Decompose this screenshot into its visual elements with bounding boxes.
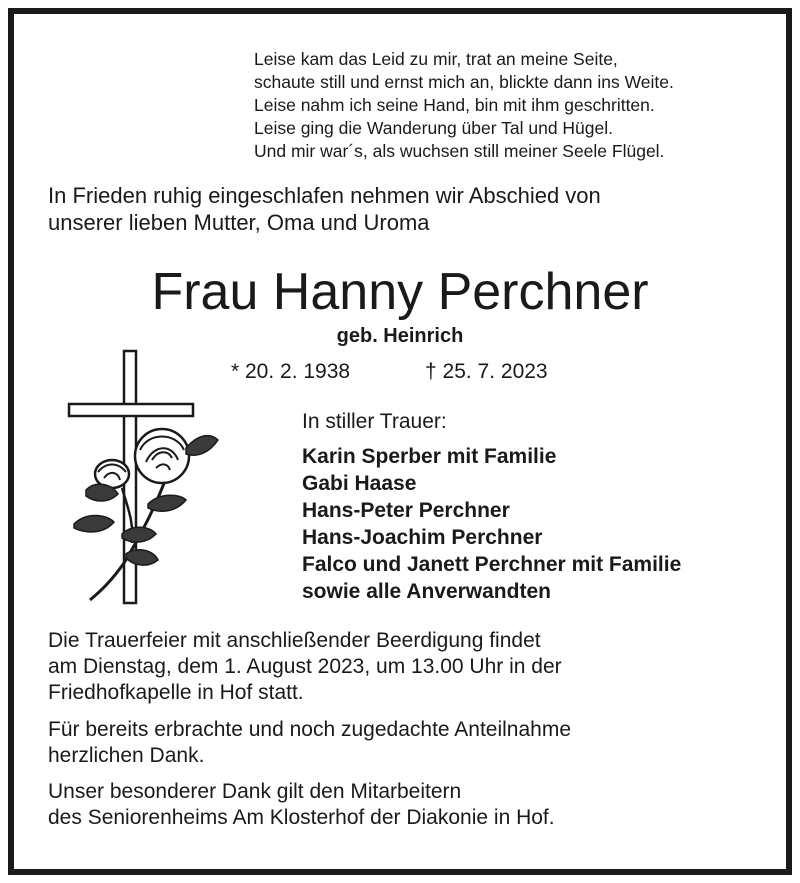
mourner: Falco und Janett Perchner mit Familie [302, 553, 682, 576]
thanks-line: Für bereits erbrachte und noch zugedachte Anteilnahme [48, 718, 572, 741]
funeral-line: Die Trauerfeier mit anschließender Beerdigung findet [48, 629, 541, 652]
thanks-line: herzlichen Dank. [48, 744, 205, 767]
poem-line: Leise nahm ich seine Hand, bin mit ihm geschritten. [254, 95, 655, 115]
cross-with-rose-icon [62, 348, 222, 606]
birth-date: * 20. 2. 1938 [231, 360, 351, 383]
funeral-line: Friedhofkapelle in Hof statt. [48, 681, 304, 704]
mourner: sowie alle Anverwandten [302, 580, 551, 603]
maiden-name: geb. Heinrich [336, 325, 464, 347]
poem-line: Leise kam das Leid zu mir, trat an meine Seite, [254, 49, 618, 69]
poem [254, 48, 674, 163]
special-thanks-line: des Seniorenheims Am Klosterhof der Diakonie in Hof. [48, 806, 555, 829]
poem-line: schaute still und ernst mich an, blickte dann ins Weite. [254, 72, 674, 92]
special-thanks-line: Unser besonderer Dank gilt den Mitarbeitern [48, 780, 462, 803]
mourner: Hans-Peter Perchner [302, 499, 510, 522]
thanks-text [48, 717, 571, 769]
death-date: † 25. 7. 2023 [425, 360, 548, 383]
intro-text [48, 182, 601, 236]
deceased-name: Frau Hanny Perchner [151, 263, 649, 321]
mourner: Karin Sperber mit Familie [302, 445, 557, 468]
poem-line: Und mir war´s, als wuchsen still meiner Seele Flügel. [254, 141, 665, 161]
mourner: Gabi Haase [302, 472, 417, 495]
poem-line: Leise ging die Wanderung über Tal und Hügel. [254, 118, 613, 138]
mourner: Hans-Joachim Perchner [302, 526, 543, 549]
mourners-list [302, 443, 681, 605]
mourning-label: In stiller Trauer: [302, 410, 447, 433]
funeral-info [48, 628, 562, 706]
special-thanks-text [48, 779, 555, 831]
intro-line: unserer lieben Mutter, Oma und Uroma [48, 210, 430, 235]
intro-line: In Frieden ruhig eingeschlafen nehmen wir Abschied von [48, 183, 601, 208]
funeral-line: am Dienstag, dem 1. August 2023, um 13.00 Uhr in der [48, 655, 562, 678]
